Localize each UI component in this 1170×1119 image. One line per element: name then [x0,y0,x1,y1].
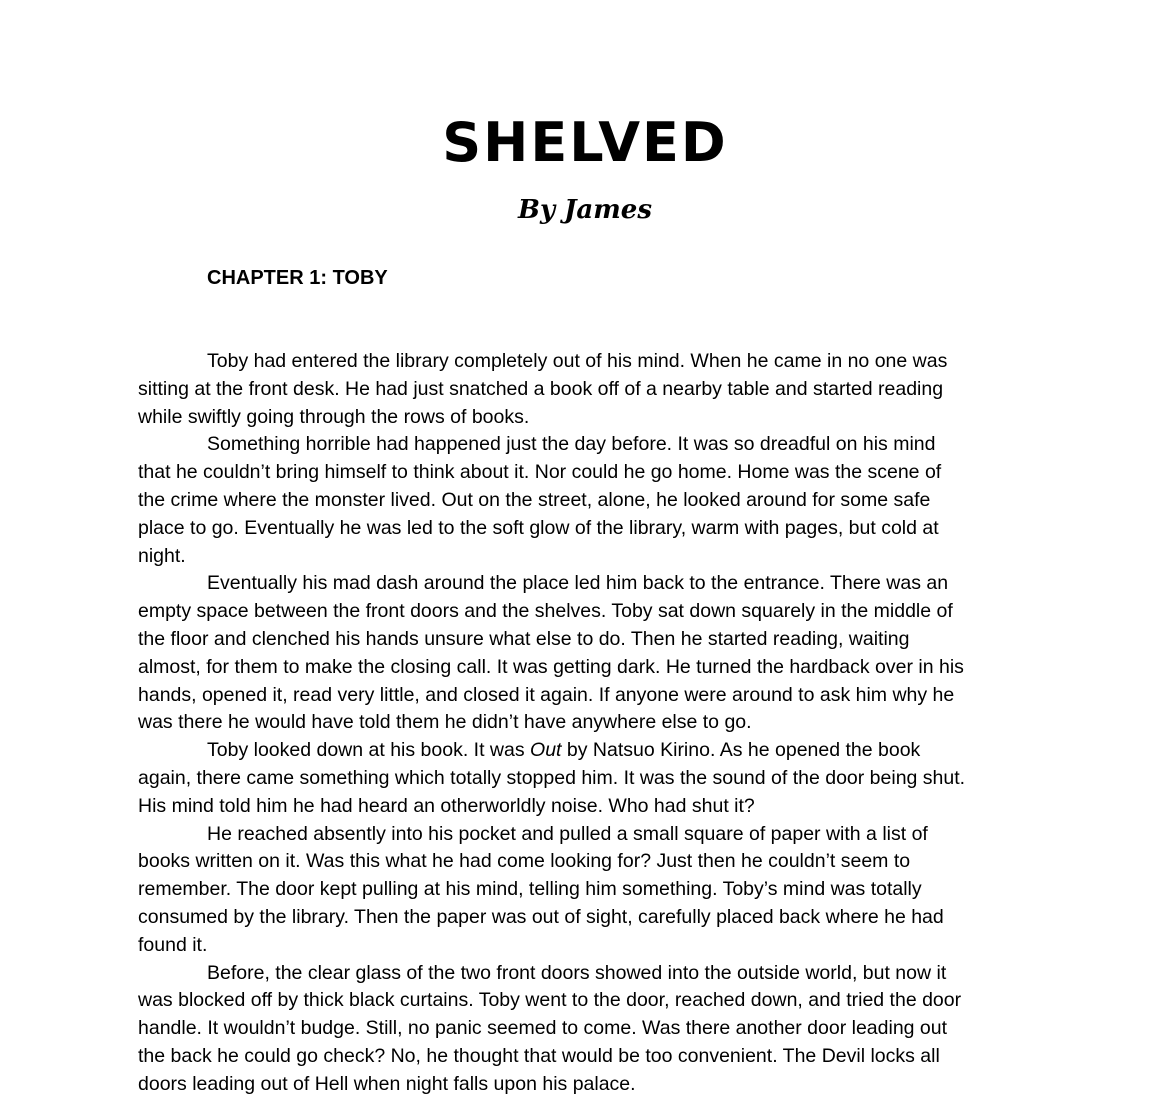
text-line: place to go. Eventually he was led to the soft glow of the library, warm with pages, but cold at [138,516,939,539]
text-line: again, there came something which totally stopped him. It was the sound of the door being shut. [138,766,966,789]
paragraph [138,821,1038,960]
text-line: found it. [138,933,208,956]
text-line: was blocked off by thick black curtains. Toby went to the door, reached down, and tried the door [138,989,962,1012]
text-line: books written on it. Was this what he had come looking for? Just then he couldn’t seem to [138,850,911,873]
text-line: while swiftly going through the rows of books. [138,405,530,428]
text-line: remember. The door kept pulling at his mind, telling him something. Toby’s mind was totally [138,878,922,901]
author-byline: By James [518,195,652,225]
text-line: night. [138,544,186,567]
text-line: empty space between the front doors and the shelves. Toby sat down squarely in the middle of [138,600,953,623]
text-line: consumed by the library. Then the paper was out of sight, carefully placed back where he had [138,905,944,928]
body-text [138,348,1038,1099]
text-line: Before, the clear glass of the two front doors showed into the outside world, but now it [207,961,947,984]
text-line: His mind told him he had heard an otherworldly noise. Who had shut it? [138,794,755,817]
text-line: Eventually his mad dash around the place led him back to the entrance. There was an [207,572,949,595]
text-line: the floor and clenched his hands unsure what else to do. Then he started reading, waiting [138,627,910,650]
document-title: SHELVED [442,111,728,174]
text-line: hands, opened it, read very little, and closed it again. If anyone were around to ask him why he [138,683,955,706]
text-line: was there he would have told them he didn’t have anywhere else to go. [138,711,752,734]
text-segment: by Natsuo Kirino. As he opened the book [561,739,921,762]
text-line: He reached absently into his pocket and pulled a small square of paper with a list of [207,822,928,845]
text-line: Something horrible had happened just the day before. It was so dreadful on his mind [207,433,936,456]
text-line: almost, for them to make the closing call. It was getting dark. He turned the hardback over in his [138,655,964,678]
text-line: Toby had entered the library completely out of his mind. When he came in no one was [207,350,948,372]
paragraph [138,570,1038,737]
text-line [138,737,1038,765]
text-line: that he couldn’t bring himself to think about it. Nor could he go home. Home was the scene of [138,461,942,484]
text-line: doors leading out of Hell when night falls upon his palace. [138,1072,636,1095]
chapter-heading: CHAPTER 1: TOBY [207,267,388,289]
paragraph [138,960,1038,1099]
text-line: the back he could go check? No, he thought that would be too convenient. The Devil locks all [138,1044,940,1067]
paragraph [138,348,1038,431]
book-title-italic: Out [530,739,562,762]
paragraph [138,431,1038,570]
text-line: the crime where the monster lived. Out on the street, alone, he looked around for some safe [138,488,931,511]
paragraph [138,737,1038,820]
text-line: handle. It wouldn’t budge. Still, no panic seemed to come. Was there another door leading out [138,1017,948,1040]
text-line: sitting at the front desk. He had just snatched a book off of a nearby table and started reading [138,377,944,400]
text-segment: Toby looked down at his book. It was [207,739,531,762]
